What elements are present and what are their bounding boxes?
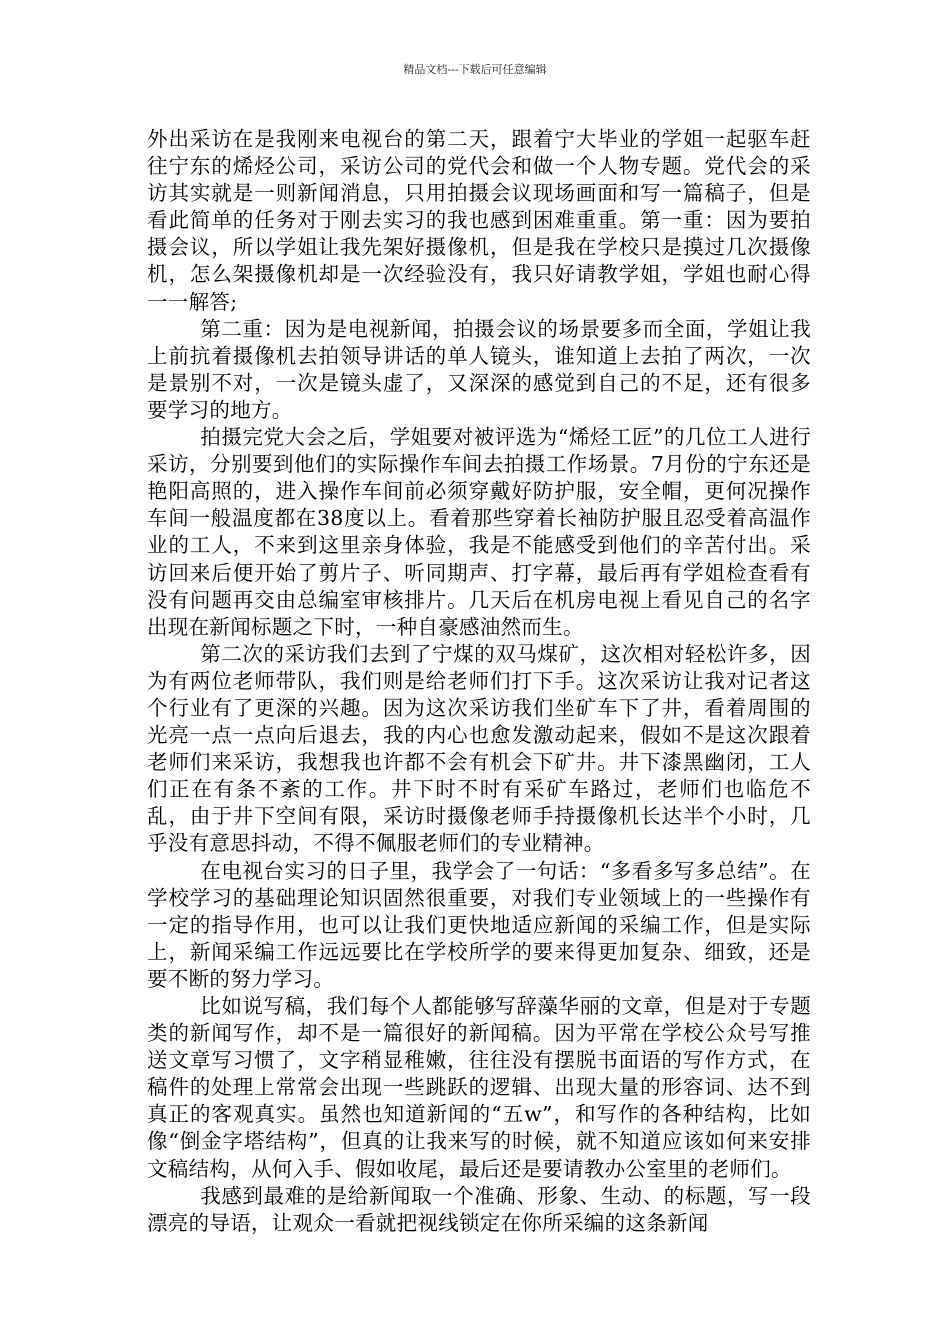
- paragraph: 我感到最难的是给新闻取一个准确、形象、生动、的标题，写一段漂亮的导语，让观众一看就把视线锁定在你所采编的这条新闻: [147, 1183, 811, 1235]
- paragraph: 在电视台实习的日子里，我学会了一句话：“多看多写多总结”。在学校学习的基础理论知识固然很重要，对我们专业领域上的一些操作有一定的指导作用，也可以让我们更快地适应新闻的采编工作，但是实际上，新闻采编工作远远要比在学校所学的要来得更加复杂、细致，还是要不断的努力学习。: [147, 858, 811, 991]
- paragraph: 拍摄完党大会之后，学姐要对被评选为“烯烃工匠”的几位工人进行采访，分别要到他们的实际操作车间去拍摄工作场景。7月份的宁东还是艳阳高照的，进入操作车间前必须穿戴好防护服，安全帽，更何况操作车间一般温度都在38度以上。看着那些穿着长袖防护服且忍受着高温作业的工人，不来到这里亲身体验，我是不能感受到他们的辛苦付出。采访回来后便开始了剪片子、听同期声、打字幕，最后再有学姐检查看有没有问题再交由总编室审核排片。几天后在机房电视上看见自己的名字出现在新闻标题之下时，一种自豪感油然而生。: [147, 425, 811, 639]
- page-header: 精品文档---下载后可任意编辑: [403, 63, 547, 76]
- paragraph: 第二次的采访我们去到了宁煤的双马煤矿，这次相对轻松许多，因为有两位老师带队，我们则是给老师们打下手。这次采访让我对记者这个行业有了更深的兴趣。因为这次采访我们坐矿车下了井，看着周围的光亮一点一点向后退去，我的内心也愈发激动起来，假如不是这次跟着老师们来采访，我想我也许都不会有机会下矿井。井下漆黑幽闭，工人们正在有条不紊的工作。井下时不时有采矿车路过，老师们也临危不乱，由于井下空间有限，采访时摄像老师手持摄像机长达半个小时，几乎没有意思抖动，不得不佩服老师们的专业精神。: [147, 641, 811, 856]
- document-body: [147, 126, 811, 1237]
- paragraph: 外出采访在是我刚来电视台的第二天，跟着宁大毕业的学姐一起驱车赶往宁东的烯烃公司，采访公司的党代会和做一个人物专题。党代会的采访其实就是一则新闻消息，只用拍摄会议现场画面和写一篇稿子，但是看此简单的任务对于刚去实习的我也感到困难重重。第一重：因为要拍摄会议，所以学姐让我先架好摄像机，但是我在学校只是摸过几次摄像机，怎么架摄像机却是一次经验没有，我只好请教学姐，学姐也耐心得一一解答;: [147, 127, 811, 314]
- paragraph: 第二重：因为是电视新闻，拍摄会议的场景要多而全面，学姐让我上前抗着摄像机去拍领导讲话的单人镜头，谁知道上去拍了两次，一次是景别不对，一次是镜头虚了，又深深的感觉到自己的不足，还有很多要学习的地方。: [147, 316, 811, 422]
- paragraph: 比如说写稿，我们每个人都能够写辞藻华丽的文章，但是对于专题类的新闻写作，却不是一篇很好的新闻稿。因为平常在学校公众号写推送文章写习惯了，文字稍显稚嫩，往往没有摆脱书面语的写作方式，在稿件的处理上常常会出现一些跳跃的逻辑、出现大量的形容词、达不到真正的客观真实。虽然也知道新闻的“五w”，和写作的各种结构，比如像“倒金字塔结构”，但真的让我来写的时候，就不知道应该如何来安排文稿结构，从何入手、假如收尾，最后还是要请教办公室里的老师们。: [147, 994, 811, 1181]
